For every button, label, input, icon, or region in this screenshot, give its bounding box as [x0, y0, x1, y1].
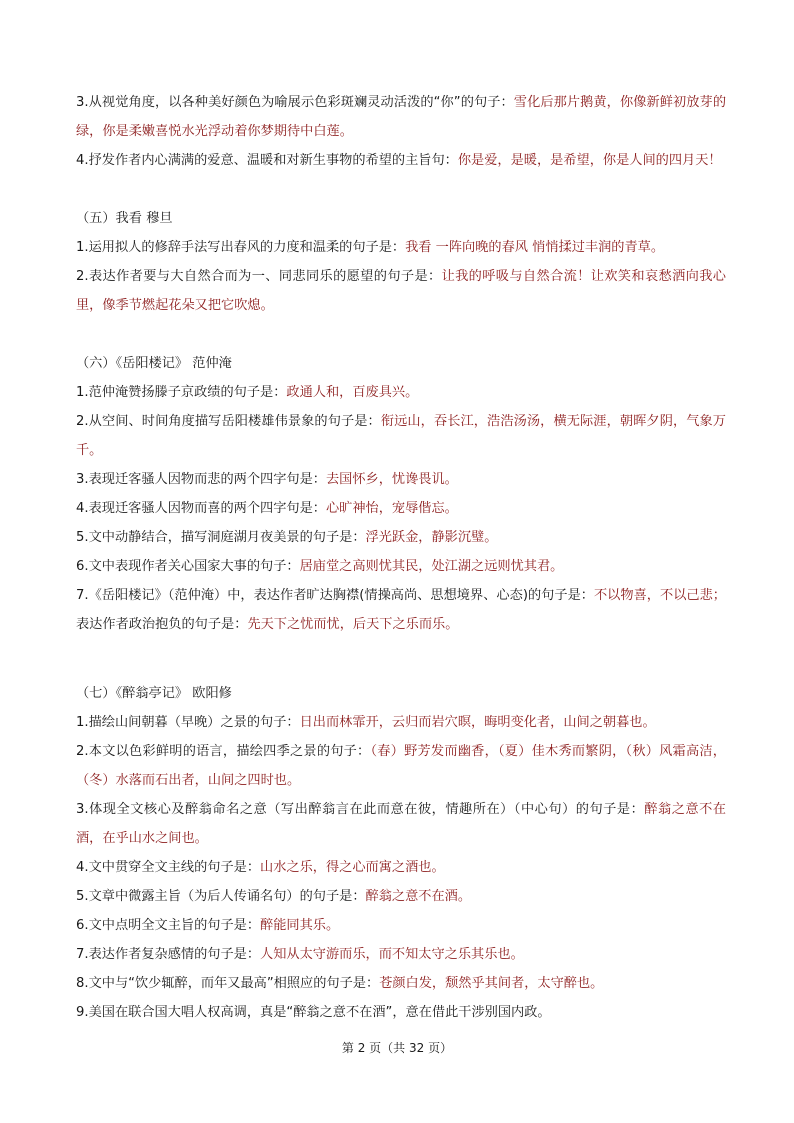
list-item [76, 378, 726, 407]
list-item [76, 523, 726, 552]
question-text: 4.表现迁客骚人因物而喜的两个四字句是： [76, 501, 326, 516]
answer-text: 醉能同其乐。 [260, 918, 340, 933]
question-text: 5.文中动静结合，描写洞庭湖月夜美景的句子是： [76, 530, 366, 545]
question-text: 7.表达作者复杂感情的句子是： [76, 947, 261, 962]
question-text: 4.文中贯穿全文主线的句子是： [76, 860, 261, 875]
page-footer: 第 2 页（共 32 页） [341, 1041, 453, 1055]
answer-text: 雪化后那片鹅黄，你像新鲜初放芽的绿，你是柔嫩喜悦水光浮动着你梦期待中白莲。 [76, 95, 727, 139]
question-text: 6.文中表现作者关心国家大事的句子： [76, 559, 300, 574]
answer-text: 心旷神怡，宠辱偕忘。 [325, 501, 458, 516]
question-text: 9.美国在联合国大唱人权高调，真是“醉翁之意不在酒”，意在借此干涉别国内政。 [76, 1005, 551, 1020]
answer-text: 浮光跃金，静影沉璧。 [365, 530, 498, 545]
question-text: 3.体现全文核心及醉翁命名之意（写出醉翁言在此而意在彼，情趣所在）（中心句）的句子是： [76, 802, 645, 817]
question-text: 4.抒发作者内心满满的爱意、温暖和对新生事物的希望的主旨句： [76, 153, 458, 168]
answer-text: 日出而林霏开，云归而岩穴暝，晦明变化者，山间之朝暮也。 [299, 715, 656, 730]
list-item [76, 853, 726, 882]
answer-text: 居庙堂之高则忧其民，处江湖之远则忧其君。 [299, 559, 564, 574]
answer-text: 不以物喜，不以己悲； [593, 588, 726, 603]
answer-text: 醉翁之意不在酒。 [365, 889, 472, 904]
list-item [76, 465, 726, 494]
question-text: 5.文章中微露主旨（为后人传诵名句）的句子是： [76, 889, 366, 904]
answer-text: 政通人和，百废具兴。 [286, 385, 419, 400]
list-item [76, 233, 726, 262]
list-item [76, 552, 726, 581]
question-text: 3.从视觉角度，以各种美好颜色为喻展示色彩斑斓灵动活泼的“你”的句子： [76, 95, 514, 110]
answer-text: 苍颜白发，颓然乎其间者，太守醉也。 [379, 976, 604, 991]
question-text: 6.文中点明全文主旨的句子是： [76, 918, 261, 933]
list-item [76, 940, 726, 969]
question-text: 8.文中与“饮少辄醉，而年又最高”相照应的句子是： [76, 976, 380, 991]
question-text: 3.表现迁客骚人因物而悲的两个四字句是： [76, 472, 326, 487]
answer-text: 让我的呼吸与自然合流！让欢笑和哀愁洒向我心里，像季节燃起花朵又把它吹熄。 [76, 269, 726, 313]
list-item [76, 262, 726, 320]
question-text: 7.《岳阳楼记》（范仲淹）中，表达作者旷达胸襟(情操高尚、思想境界、心态)的句子是： [76, 588, 594, 603]
list-item [76, 998, 726, 1027]
question-text: 2.从空间、时间角度描写岳阳楼雄伟景象的句子是： [76, 414, 381, 429]
list-item [76, 88, 726, 146]
answer-text: 你是爱，是暖，是希望，你是人间的四月天！ [457, 153, 722, 168]
list-item [76, 911, 726, 940]
list-item [76, 581, 726, 639]
answer-text: 醉翁之意不在酒，在乎山水之间也。 [76, 802, 726, 846]
answer-text: 去国怀乡，忧谗畏讥。 [325, 472, 458, 487]
list-item [76, 882, 726, 911]
question-text: 1.描绘山间朝暮（早晚）之景的句子： [76, 715, 300, 730]
list-item [76, 969, 726, 998]
answer-text: （春）野芳发而幽香，（夏）佳木秀而繁阴，（秋）风霜高洁，（冬）水落而石出者，山间之四时也。 [76, 744, 726, 788]
question-text: 2.表达作者要与大自然合而为一、同悲同乐的愿望的句子是： [76, 269, 442, 284]
answer-text: 山水之乐，得之心而寓之酒也。 [260, 860, 445, 875]
list-item [76, 795, 726, 853]
answer-text: 衔远山，吞长江，浩浩汤汤，横无际涯，朝晖夕阴，气象万千。 [76, 414, 726, 458]
list-item [76, 737, 726, 795]
question-text: 2.本文以色彩鲜明的语言，描绘四季之景的句子： [76, 744, 371, 759]
section-heading-7: （七）《醉翁亭记》 欧阳修 [76, 686, 232, 701]
list-item [76, 146, 726, 175]
question-text: 1.范仲淹赞扬滕子京政绩的句子是： [76, 385, 287, 400]
list-item [76, 407, 726, 465]
answer-text: 我看 一阵向晚的春风 悄悄揉过丰润的青草。 [405, 240, 665, 255]
section-heading-5: （五）我看 穆旦 [76, 211, 173, 226]
answer-text-2: 先天下之忧而忧，后天下之乐而乐。 [247, 617, 459, 632]
question-text: 1.运用拟人的修辞手法写出春风的力度和温柔的句子是： [76, 240, 406, 255]
answer-text: 人知从太守游而乐，而不知太守之乐其乐也。 [260, 947, 524, 962]
question-text-2: 表达作者政治抱负的句子是： [76, 617, 248, 632]
list-item [76, 494, 726, 523]
section-heading-6: （六）《岳阳楼记》 范仲淹 [76, 356, 232, 371]
document-body [76, 88, 726, 1027]
list-item [76, 708, 726, 737]
